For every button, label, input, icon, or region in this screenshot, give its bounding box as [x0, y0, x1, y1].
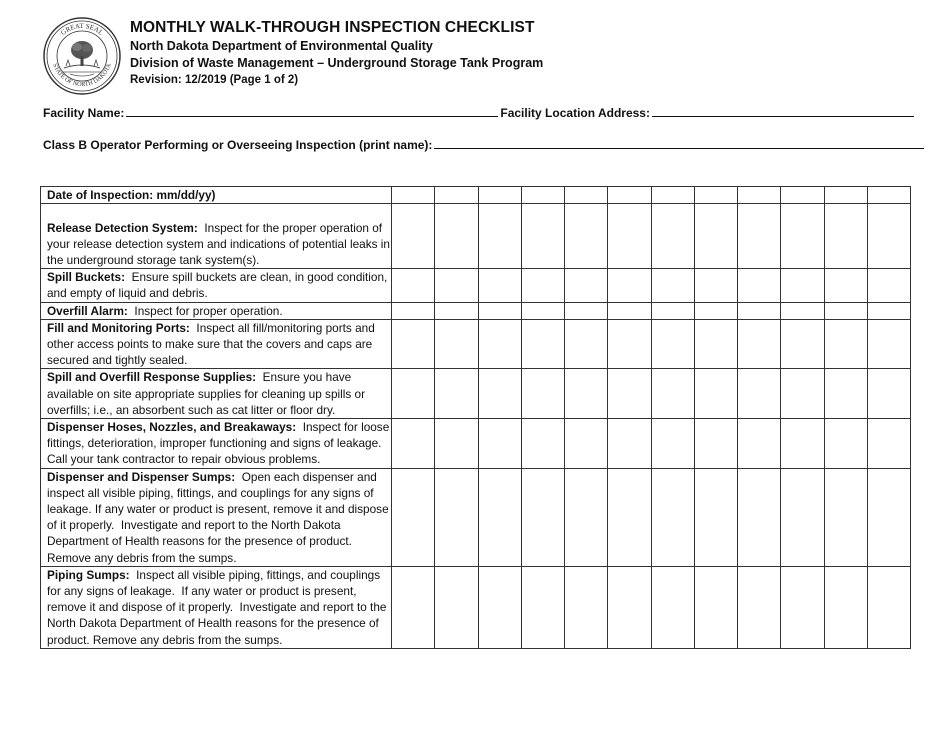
- check-cell[interactable]: [521, 369, 564, 419]
- check-cell[interactable]: [478, 269, 521, 302]
- check-cell[interactable]: [694, 468, 737, 566]
- check-cell[interactable]: [738, 566, 781, 648]
- check-cell[interactable]: [781, 369, 824, 419]
- document-header: [130, 18, 543, 89]
- checklist-row-fill-monitoring-ports: [41, 319, 911, 369]
- document-title: MONTHLY WALK-THROUGH INSPECTION CHECKLIST: [130, 19, 535, 36]
- check-cell[interactable]: [435, 566, 478, 648]
- checklist-item-label: Overfill Alarm:: [47, 303, 128, 318]
- checklist-item-label: Piping Sumps:: [47, 567, 130, 582]
- check-cell[interactable]: [392, 302, 435, 319]
- check-cell[interactable]: [824, 419, 867, 469]
- checklist-item-label: Dispenser and Dispenser Sumps:: [47, 469, 236, 484]
- svg-text:GREAT SEAL: [59, 22, 105, 37]
- check-cell[interactable]: [392, 419, 435, 469]
- facility-location-label: Facility Location Address:: [500, 106, 650, 120]
- checklist-item-description: [41, 302, 392, 319]
- checklist-item-text: Open each dispenser and inspect all visible piping, fittings, and couplings for any signs of leakage. If any water or product is present, remove it and dispose of it properly. Investigate and report to the North Dakota Department of Health reasons for the presence of product. Remove any debris from the sumps.: [47, 469, 392, 565]
- check-cell[interactable]: [694, 369, 737, 419]
- check-cell[interactable]: [694, 419, 737, 469]
- check-cell[interactable]: [738, 204, 781, 269]
- check-cell[interactable]: [738, 419, 781, 469]
- checklist-item-label: Spill and Overfill Response Supplies:: [47, 370, 257, 385]
- operator-label: Class B Operator Performing or Overseeing Inspection (print name):: [43, 138, 433, 152]
- check-cell[interactable]: [738, 369, 781, 419]
- checklist-item-text: Inspect for loose fittings, deterioration, improper functioning and signs of leakage. Call your tank contractor to repair obvious problems.: [47, 420, 393, 467]
- check-cell[interactable]: [521, 566, 564, 648]
- check-cell[interactable]: [392, 468, 435, 566]
- check-cell[interactable]: [392, 204, 435, 269]
- check-cell[interactable]: [565, 468, 608, 566]
- checklist-item-text: Inspect for the proper operation of your release detection system and indications of potential leaks in the underground storage tank system(s).: [47, 220, 394, 267]
- date-cell-7[interactable]: [651, 187, 694, 204]
- check-cell[interactable]: [392, 319, 435, 369]
- check-cell[interactable]: [824, 302, 867, 319]
- check-cell[interactable]: [608, 302, 651, 319]
- checklist-row-dispenser-sumps: [41, 468, 911, 566]
- checklist-item-text: Ensure spill buckets are clean, in good condition, and empty of liquid and debris.: [47, 270, 391, 301]
- date-cell-2[interactable]: [435, 187, 478, 204]
- check-cell[interactable]: [435, 319, 478, 369]
- check-cell[interactable]: [478, 369, 521, 419]
- date-cell-6[interactable]: [608, 187, 651, 204]
- check-cell[interactable]: [478, 319, 521, 369]
- check-cell[interactable]: [478, 302, 521, 319]
- check-cell[interactable]: [651, 468, 694, 566]
- check-cell[interactable]: [608, 269, 651, 302]
- check-cell[interactable]: [867, 369, 910, 419]
- check-cell[interactable]: [824, 269, 867, 302]
- check-cell[interactable]: [608, 369, 651, 419]
- check-cell[interactable]: [781, 204, 824, 269]
- check-cell[interactable]: [867, 269, 910, 302]
- check-cell[interactable]: [478, 419, 521, 469]
- check-cell[interactable]: [694, 319, 737, 369]
- check-cell[interactable]: [694, 204, 737, 269]
- check-cell[interactable]: [565, 204, 608, 269]
- checklist-item-description: [41, 566, 392, 648]
- check-cell[interactable]: [824, 369, 867, 419]
- check-cell[interactable]: [478, 204, 521, 269]
- check-cell[interactable]: [781, 468, 824, 566]
- check-cell[interactable]: [435, 419, 478, 469]
- check-cell[interactable]: [435, 468, 478, 566]
- checklist-item-description: [41, 204, 392, 269]
- check-cell[interactable]: [435, 269, 478, 302]
- date-cell-3[interactable]: [478, 187, 521, 204]
- svg-text:STATE OF NORTH DAKOTA: [51, 62, 113, 88]
- check-cell[interactable]: [435, 204, 478, 269]
- check-cell[interactable]: [521, 419, 564, 469]
- check-cell[interactable]: [608, 566, 651, 648]
- checklist-item-label: Release Detection System:: [47, 220, 198, 235]
- checklist-row-piping-sumps: [41, 566, 911, 648]
- check-cell[interactable]: [521, 468, 564, 566]
- check-cell[interactable]: [651, 302, 694, 319]
- facility-name-label: Facility Name:: [43, 106, 125, 120]
- revision-info: Revision: 12/2019 (Page 1 of 2): [130, 74, 299, 86]
- check-cell[interactable]: [651, 204, 694, 269]
- facility-fields-row: [43, 106, 916, 120]
- operator-name-field[interactable]: [434, 138, 924, 149]
- check-cell[interactable]: [435, 369, 478, 419]
- check-cell[interactable]: [824, 319, 867, 369]
- check-cell[interactable]: [565, 319, 608, 369]
- date-cell-8[interactable]: [694, 187, 737, 204]
- check-cell[interactable]: [565, 369, 608, 419]
- date-cell-4[interactable]: [521, 187, 564, 204]
- checklist-item-description: [41, 419, 392, 469]
- facility-name-field[interactable]: [126, 106, 498, 117]
- check-cell[interactable]: [565, 269, 608, 302]
- check-cell[interactable]: [435, 302, 478, 319]
- checklist-item-description: [41, 269, 392, 302]
- check-cell[interactable]: [824, 468, 867, 566]
- date-cell-5[interactable]: [565, 187, 608, 204]
- operator-field-row: [43, 138, 926, 152]
- check-cell[interactable]: [651, 369, 694, 419]
- state-seal-icon: [42, 16, 122, 96]
- checklist-item-label: Fill and Monitoring Ports:: [47, 320, 190, 335]
- checklist-item-text: Inspect for proper operation.: [127, 303, 283, 318]
- inspection-checklist-table: [40, 186, 911, 649]
- check-cell[interactable]: [867, 468, 910, 566]
- checklist-item-text: Inspect all fill/monitoring ports and other access points to make sure that the covers and caps are secured and tightly sealed.: [47, 320, 379, 368]
- checklist-item-label: Spill Buckets:: [47, 270, 126, 285]
- date-row: [41, 187, 911, 204]
- checklist-item-description: [41, 319, 392, 369]
- check-cell[interactable]: [738, 269, 781, 302]
- checklist-row-release-detection: [41, 204, 911, 269]
- checklist-row-dispenser-hoses: [41, 419, 911, 469]
- check-cell[interactable]: [608, 468, 651, 566]
- check-cell[interactable]: [392, 369, 435, 419]
- seal-top-text: GREAT SEAL: [59, 21, 105, 37]
- check-cell[interactable]: [824, 204, 867, 269]
- checklist-row-spill-buckets: [41, 269, 911, 302]
- checklist-item-description: [41, 369, 392, 419]
- check-cell[interactable]: [867, 204, 910, 269]
- check-cell[interactable]: [867, 319, 910, 369]
- check-cell[interactable]: [651, 566, 694, 648]
- check-cell[interactable]: [738, 319, 781, 369]
- check-cell[interactable]: [694, 302, 737, 319]
- check-cell[interactable]: [651, 419, 694, 469]
- checklist-item-text: Ensure you have available on site appropriate supplies for cleaning up spills or overfills; i.e., an absorbent such as cat litter or floor dry.: [47, 370, 369, 417]
- date-cell-12[interactable]: [867, 187, 910, 204]
- check-cell[interactable]: [781, 319, 824, 369]
- checklist-item-label: Dispenser Hoses, Nozzles, and Breakaways:: [47, 420, 297, 435]
- check-cell[interactable]: [781, 269, 824, 302]
- date-cell-9[interactable]: [738, 187, 781, 204]
- check-cell[interactable]: [867, 566, 910, 648]
- check-cell[interactable]: [694, 269, 737, 302]
- check-cell[interactable]: [608, 319, 651, 369]
- checklist-row-overfill-alarm: [41, 302, 911, 319]
- checklist-item-description: [41, 468, 392, 566]
- check-cell[interactable]: [781, 566, 824, 648]
- check-cell[interactable]: [651, 319, 694, 369]
- check-cell[interactable]: [565, 419, 608, 469]
- checklist-row-spill-overfill-supplies: [41, 369, 911, 419]
- seal-bottom-text: STATE OF NORTH DAKOTA: [51, 62, 113, 89]
- check-cell[interactable]: [867, 302, 910, 319]
- facility-location-field[interactable]: [652, 106, 914, 117]
- check-cell[interactable]: [608, 204, 651, 269]
- check-cell[interactable]: [867, 419, 910, 469]
- check-cell[interactable]: [738, 302, 781, 319]
- date-cell-1[interactable]: [392, 187, 435, 204]
- date-header: Date of Inspection: mm/dd/yy): [41, 187, 392, 204]
- check-cell[interactable]: [781, 419, 824, 469]
- check-cell[interactable]: [565, 302, 608, 319]
- check-cell[interactable]: [738, 468, 781, 566]
- check-cell[interactable]: [478, 566, 521, 648]
- division-name: Division of Waste Management – Underground Storage Tank Program: [130, 56, 544, 70]
- check-cell[interactable]: [521, 302, 564, 319]
- check-cell[interactable]: [824, 566, 867, 648]
- date-cell-10[interactable]: [781, 187, 824, 204]
- check-cell[interactable]: [608, 419, 651, 469]
- date-cell-11[interactable]: [824, 187, 867, 204]
- checklist-item-text: Inspect all visible piping, fittings, and couplings for any signs of leakage. If any water or product is present, remove it and dispose of it properly. Investigate and report to the North Dakota Department of Health reasons for the presence of product. Remove any debris from the sumps.: [47, 567, 390, 647]
- check-cell[interactable]: [565, 566, 608, 648]
- check-cell[interactable]: [521, 269, 564, 302]
- check-cell[interactable]: [651, 269, 694, 302]
- check-cell[interactable]: [781, 302, 824, 319]
- check-cell[interactable]: [392, 269, 435, 302]
- check-cell[interactable]: [392, 566, 435, 648]
- check-cell[interactable]: [521, 319, 564, 369]
- check-cell[interactable]: [478, 468, 521, 566]
- agency-name: North Dakota Department of Environmental Quality: [130, 39, 433, 53]
- check-cell[interactable]: [694, 566, 737, 648]
- check-cell[interactable]: [521, 204, 564, 269]
